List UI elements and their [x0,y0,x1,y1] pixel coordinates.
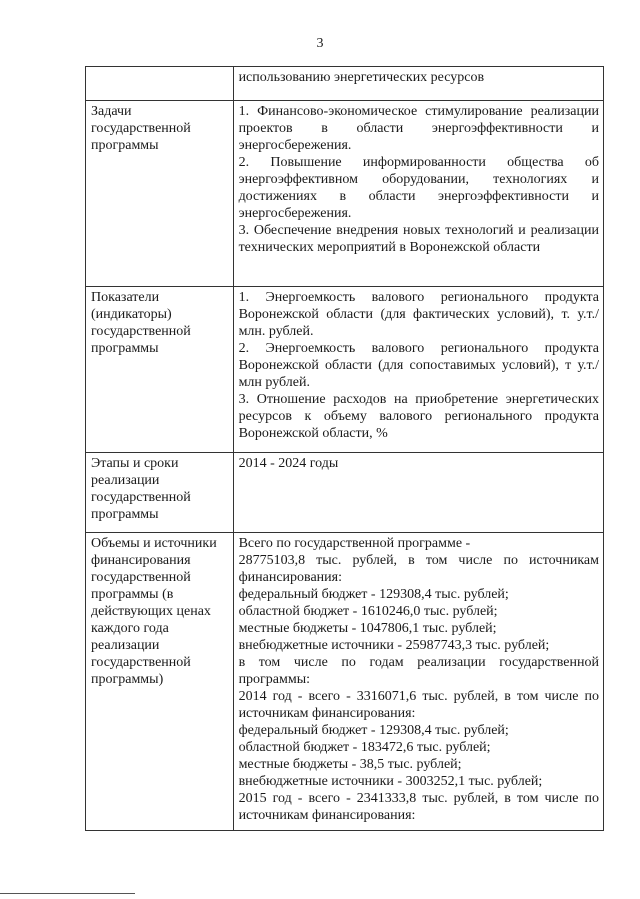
row-text-line: 2015 год - всего - 2341333,8 тыс. рублей, в том числе по источникам финансирования: [238,791,599,823]
page-number: 3 [316,36,324,51]
row-label: Показатели (индикаторы) государственной программы [86,287,234,453]
row-label [86,67,234,101]
row-text-line: 3. Отношение расходов на приобретение энергетических ресурсов к объему валового регионального продукта Воронежской области, % [238,392,599,441]
row-value [233,67,603,101]
row-value [233,533,603,831]
row-text-line: 2014 год - всего - 3316071,6 тыс. рублей, в том числе по источникам финансирования: [238,689,599,721]
row-text-line: 2. Энергоемкость валового регионального продукта Воронежской области (для сопоставимых условий), т у.т./млн рублей. [238,341,599,390]
row-text-line: 1. Энергоемкость валового регионального продукта Воронежской области (для фактических условий), т. у.т./млн. рублей. [238,290,599,339]
row-text-line: внебюджетные источники - 3003252,1 тыс. рублей; [238,774,543,789]
row-text-line: 3. Обеспечение внедрения новых технологий и реализации технических мероприятий в Воронежской области [238,223,599,255]
row-value [233,101,603,287]
table-row [86,287,604,453]
table-row [86,453,604,533]
row-text-line: 2014 - 2024 годы [238,456,339,471]
table-row [86,67,604,101]
row-text-line: местные бюджеты - 1047806,1 тыс. рублей; [238,621,497,636]
row-text-line: 1. Финансово-экономическое стимулирование реализации проектов в области энергоэффективности и энергосбережения. [238,104,599,153]
table-row [86,101,604,287]
row-text-line: федеральный бюджет - 129308,4 тыс. рублей; [238,587,509,602]
row-text-line: внебюджетные источники - 25987743,3 тыс. рублей; [238,638,550,653]
row-text-line: федеральный бюджет - 129308,4 тыс. рублей; [238,723,509,738]
row-text-line: областной бюджет - 183472,6 тыс. рублей; [238,740,491,755]
passport-table [85,66,604,831]
row-label: Этапы и сроки реализации государственной программы [86,453,234,533]
row-text-line: в том числе по годам реализации государственной программы: [238,655,599,687]
row-text-line: 2. Повышение информированности общества об энергоэффективном оборудовании, технологиях и достижениях в области энергоэффективности и энергосбережения. [238,155,599,221]
row-text-line: местные бюджеты - 38,5 тыс. рублей; [238,757,462,772]
row-label: Объемы и источники финансирования государственной программы (в действующих ценах каждого года реализации государственной программы) [86,533,234,831]
row-value [233,453,603,533]
row-text-line: 28775103,8 тыс. рублей, в том числе по источникам финансирования: [238,553,599,585]
row-label: Задачи государственной программы [86,101,234,287]
row-text-line: использованию энергетических ресурсов [238,70,485,85]
table-row [86,533,604,831]
row-text-line: Всего по государственной программе - [238,536,471,551]
row-text-line: областной бюджет - 1610246,0 тыс. рублей; [238,604,498,619]
row-value [233,287,603,453]
footnote-divider [0,893,135,894]
